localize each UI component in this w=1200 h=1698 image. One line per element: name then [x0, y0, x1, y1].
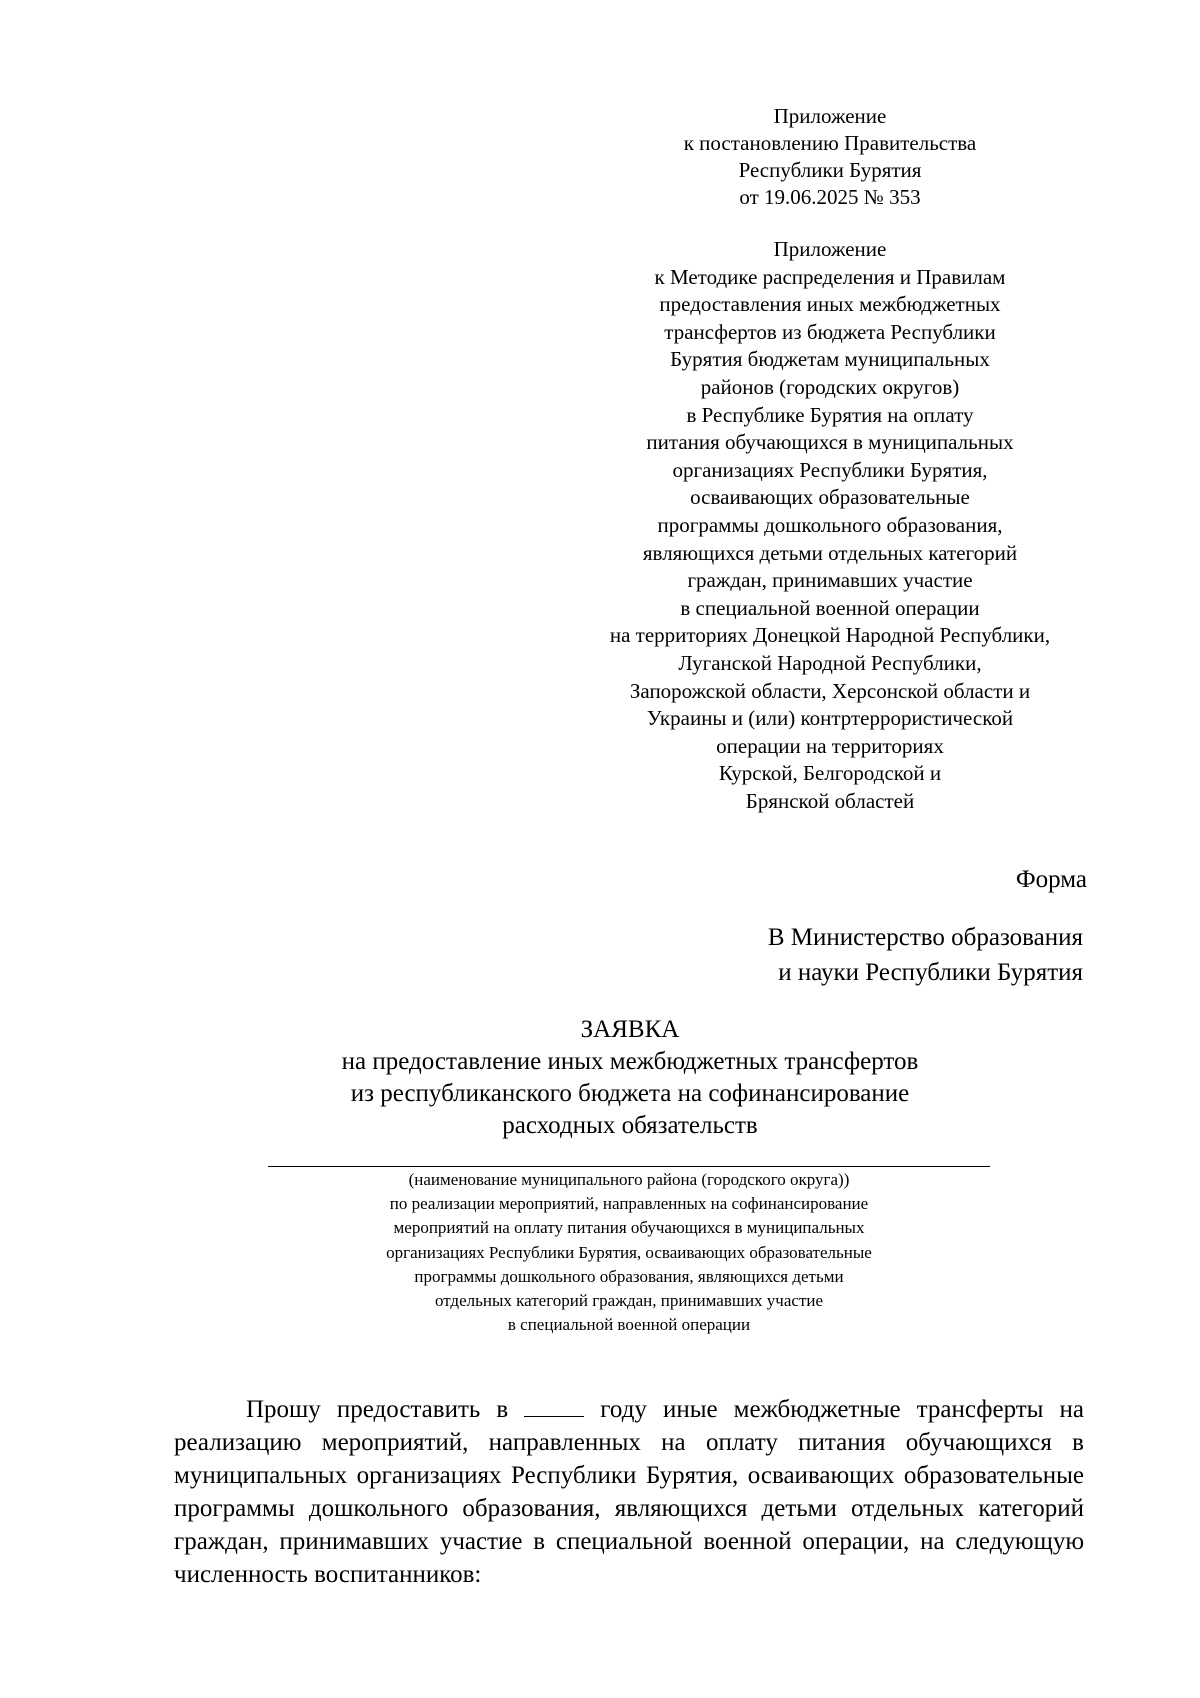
- appendix-line: от 19.06.2025 № 353: [739, 185, 921, 209]
- appendix-line: Бурятия бюджетам муниципальных: [670, 347, 990, 372]
- appendix-line: в специальной военной операции: [680, 595, 980, 620]
- addressee: [768, 920, 1083, 990]
- appendix-line: предоставления иных межбюджетных: [659, 292, 1001, 317]
- appendix-line: осваивающих образовательные: [690, 485, 970, 510]
- appendix-header-methodology: [555, 236, 1105, 815]
- appendix-line: районов (городских округов): [700, 374, 960, 399]
- appendix-line: к Методике распределения и Правилам: [654, 264, 1006, 289]
- appendix-line: Республики Бурятия: [738, 158, 922, 182]
- appendix-line: Приложение: [773, 104, 887, 128]
- title-line: ЗАЯВКА: [580, 1016, 680, 1043]
- body-text-rest: году иные межбюджетные трансферты на реализацию мероприятий, направленных на оплату питания обучающихся в муниципальных организациях Республики Бурятия, осваивающих образовательные программы дошкольного образования, являющихся детьми отдельных категорий граждан, принимавших участие в специальной военной операции, на следующую численность воспитанников:: [174, 1396, 1085, 1588]
- caption-line: по реализации мероприятий, направленных на софинансирование: [389, 1194, 869, 1214]
- body-text-start: Прошу предоставить в: [246, 1396, 509, 1423]
- title-line: из республиканского бюджета на софинансирование: [350, 1080, 910, 1107]
- addressee-line: и науки Республики Бурятия: [778, 959, 1083, 986]
- appendix-line: Луганской Народной Республики,: [678, 650, 982, 675]
- appendix-line: граждан, принимавших участие: [687, 568, 973, 593]
- appendix-line: в Республике Бурятия на оплату: [686, 402, 974, 427]
- appendix-line: трансфертов из бюджета Республики: [664, 319, 996, 344]
- form-label: Форма: [1015, 866, 1087, 893]
- year-blank: [524, 1415, 584, 1417]
- appendix-line: являющихся детьми отдельных категорий: [642, 540, 1018, 565]
- caption-line: программы дошкольного образования, являющихся детьми: [414, 1266, 844, 1286]
- caption-line: отдельных категорий граждан, принимавших участие: [434, 1291, 824, 1311]
- appendix-line: на территориях Донецкой Народной Республики,: [609, 623, 1051, 648]
- appendix-line: Брянской областей: [745, 788, 915, 813]
- fill-in-caption: [268, 1168, 990, 1337]
- addressee-line: В Министерство образования: [767, 924, 1083, 951]
- document-title: [255, 1014, 1005, 1142]
- appendix-line: операции на территориях: [716, 733, 944, 758]
- appendix-line: Запорожской области, Херсонской области и: [629, 678, 1031, 703]
- appendix-line: питания обучающихся в муниципальных: [646, 430, 1014, 455]
- appendix-line: Курской, Белгородской и: [718, 761, 942, 786]
- appendix-line: организациях Республики Бурятия,: [672, 457, 988, 482]
- request-paragraph: [174, 1393, 1084, 1591]
- caption-line: в специальной военной операции: [507, 1315, 751, 1335]
- caption-line: (наименование муниципального района (городского округа)): [408, 1170, 850, 1189]
- request-body: [174, 1393, 1084, 1591]
- title-line: на предоставление иных межбюджетных трансфертов: [341, 1048, 919, 1075]
- appendix-line: к постановлению Правительства: [683, 131, 977, 155]
- appendix-line: программы дошкольного образования,: [657, 512, 1003, 537]
- appendix-header-decree: [620, 103, 1040, 211]
- appendix-line: Приложение: [773, 237, 887, 261]
- caption-line: мероприятий на оплату питания обучающихся в муниципальных: [393, 1218, 865, 1238]
- fill-in-line: [268, 1166, 990, 1167]
- appendix-line: Украины и (или) контртеррористической: [646, 706, 1014, 731]
- caption-line: организациях Республики Бурятия, осваивающих образовательные: [386, 1242, 872, 1262]
- title-line: расходных обязательств: [502, 1112, 758, 1139]
